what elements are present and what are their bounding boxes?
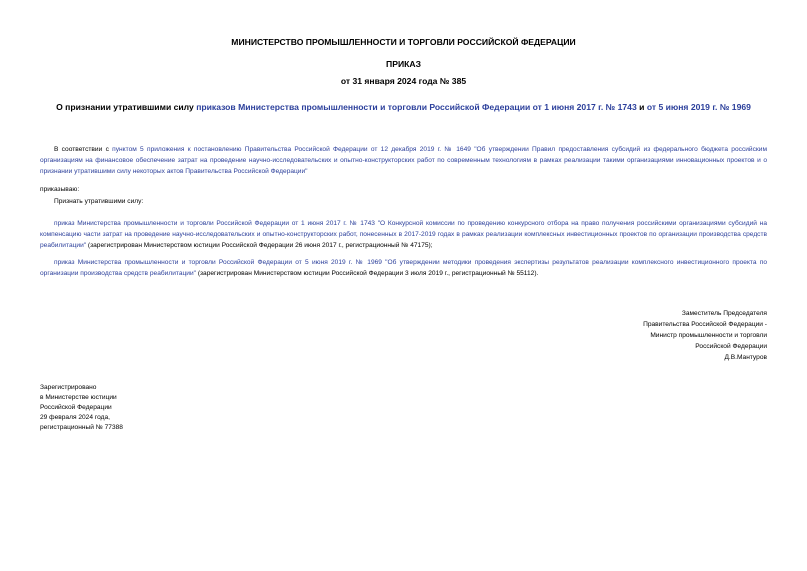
signature-line: Министр промышленности и торговли — [650, 332, 767, 339]
repealed-order-1743-link[interactable]: приказ Министерства промышленности и торговли Российской Федерации от 1 июня 2017 г. № 1743 "О Конкурсной комиссии по проведению конкурсного отбора на право получения российскими организациями субсидий на компенсацию части затрат на проведение научно-исследовательских и опытно-конструкторских работ, понесенных в 2017-2019 годах в рамках реализации комплексных инвестиционных проектов по организации производства средств реабилитации" — [40, 220, 767, 249]
registration-line: Российской Федерации — [40, 404, 112, 411]
order-title: ПРИКАЗ — [386, 59, 421, 69]
repealed-order-1969-registration: (зарегистрирован Министерством юстиции Российской Федерации 3 июля 2019 г., регистрационный № 55112). — [195, 270, 539, 277]
registration-line: в Министерстве юстиции — [40, 394, 117, 401]
subject-middle: и — [636, 102, 647, 112]
subject-prefix: О признании утратившими силу — [56, 102, 197, 112]
order-word: приказываю: — [40, 186, 80, 193]
repealed-order-1743-registration: (зарегистрирован Министерством юстиции Российской Федерации 26 июня 2017 г., регистрационный № 47175); — [86, 242, 433, 249]
signatory-name: Д.В.Мантуров — [724, 354, 767, 361]
legal-basis-prefix: В соответствии с — [54, 146, 113, 153]
signature-line: Правительства Российской Федерации - — [643, 321, 767, 328]
subject-link-order-1743[interactable]: приказов Министерства промышленности и торговли Российской Федерации от 1 июня 2017 г. № 1743 — [196, 102, 637, 112]
paragraph-repealed-order-1743 — [40, 218, 767, 251]
registration-date: 29 февраля 2024 года, — [40, 414, 110, 421]
paragraph-legal-basis — [40, 144, 767, 177]
registration-line: Зарегистрировано — [40, 384, 97, 391]
signature-block — [643, 308, 767, 363]
ministry-title: МИНИСТЕРСТВО ПРОМЫШЛЕННОСТИ И ТОРГОВЛИ РОССИЙСКОЙ ФЕДЕРАЦИИ — [231, 37, 576, 47]
registration-block — [40, 383, 123, 433]
signature-line: Российской Федерации — [695, 343, 767, 350]
order-subject — [0, 102, 807, 113]
recognize-invalid-text: Признать утратившими силу: — [54, 198, 144, 205]
legal-basis-link[interactable]: пунктом 5 приложения к постановлению Правительства Российской Федерации от 12 декабря 2019 г. № 1649 "Об утверждении Правил предоставления субсидий из федерального бюджета российским организациям на финансовое обеспечение затрат на проведение научно-исследовательских и опытно-конструкторских работ по современным технологиям в рамках реализации такими организациями инновационных проектов и о признании утратившими силу некоторых актов Правительства Российской Федерации" — [40, 146, 768, 175]
subject-link-order-1969[interactable]: от 5 июня 2019 г. № 1969 — [646, 102, 751, 112]
order-date-number: от 31 января 2024 года № 385 — [340, 76, 467, 86]
registration-number: регистрационный № 77388 — [40, 424, 123, 431]
paragraph-repealed-order-1969 — [40, 257, 767, 279]
signature-line: Заместитель Председателя — [681, 310, 767, 317]
repealed-order-1969-link[interactable]: приказ Министерства промышленности и торговли Российской Федерации от 5 июня 2019 г. № 1969 "Об утверждении методики проведения экспертизы результатов реализации комплексного инвестиционного проекта по организации производства средств реабилитации" — [40, 259, 767, 277]
